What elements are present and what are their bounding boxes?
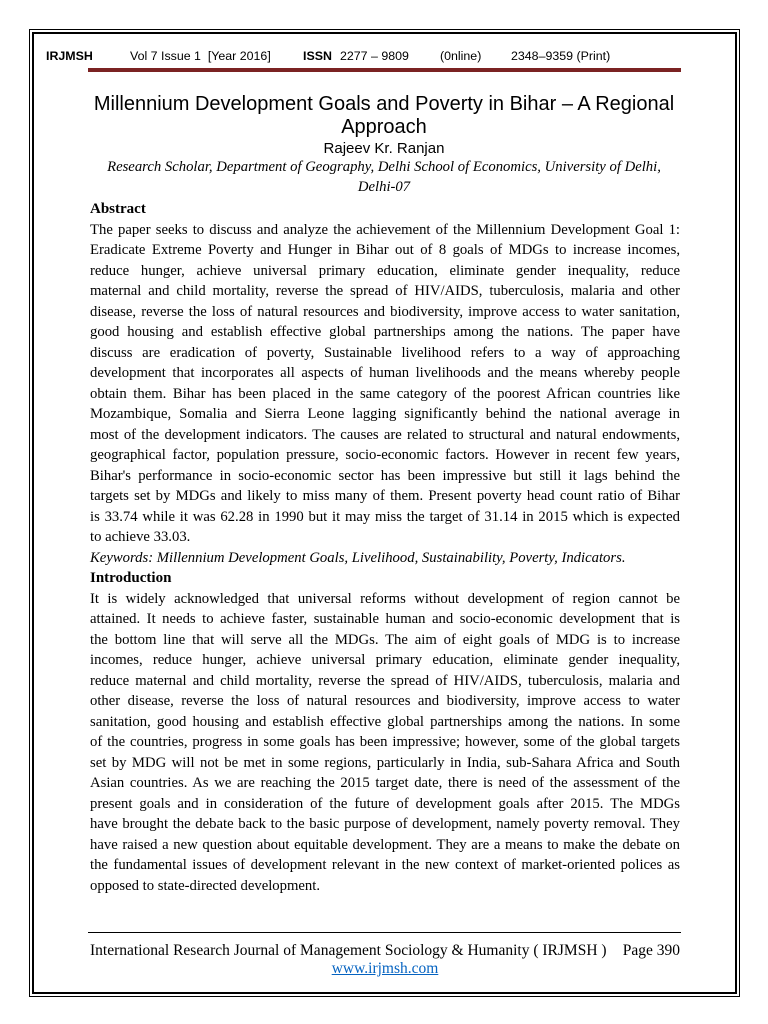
paper-title-block (60, 93, 708, 197)
introduction-line: the fundamental issues of development relevant in the new context of market-oriented polices as (90, 857, 680, 873)
introduction-line: sanitation, good housing and establish effective global partnerships among the nations. In some (90, 713, 680, 730)
abstract-line: targets set by MDGs and likely to miss many of them. Present poverty head count ratio of Bihar (90, 488, 680, 504)
issn-online: 2277 – 9809 (340, 49, 409, 63)
abstract-line: reduce hunger, achieve universal primary education, eliminate gender inequality, reduce (90, 262, 680, 279)
abstract-line: obtain them. Bihar has been placed in the same category of the poorest African countries like (90, 385, 680, 402)
abstract-line: Mozambique, Somalia and Sierra Leone lagging significantly behind the national average in (90, 406, 680, 422)
header-rule (88, 68, 681, 72)
introduction-line: incomes, reduce hunger, achieve universal primary education, eliminate gender inequality, (90, 652, 680, 668)
introduction-line: the bottom line that will serve all the MDGs. The aim of eight goals of MDG is to increase (90, 631, 680, 648)
introduction-heading: Introduction (90, 570, 172, 586)
paper-title-line: Millennium Development Goals and Poverty in Bihar – A Regional (93, 93, 675, 115)
abstract-line: to achieve 33.03. (90, 529, 191, 545)
abstract-line: most of the development indicators. The causes are related to structural and natural endowments, (90, 426, 680, 443)
abstract-line: is 33.74 while it was 62.28 in 1990 but it may miss the target of 31.14 in 2015 which is expected (90, 508, 680, 525)
abstract-line: The paper seeks to discuss and analyze the achievement of the Millennium Development Goal 1: (90, 221, 680, 238)
abstract-paragraph (90, 220, 680, 548)
footer-rule (88, 932, 681, 933)
introduction-line: It is widely acknowledged that universal reforms without development of region cannot be (90, 590, 680, 607)
introduction-line: Asian countries. As we are reaching the 2015 target date, there is need of the assessment of the (90, 775, 680, 791)
website-link[interactable]: www.irjmsh.com (331, 960, 439, 977)
keywords-text: Millennium Development Goals, Livelihood, Sustainability, Poverty, Indicators. (156, 549, 626, 566)
abstract-line: disease, reverse the loss of natural resources and biodiversity, improve access to water sanitation, (90, 303, 680, 320)
introduction-line: present goals and in consideration of the future of development goals after 2015. The MDGs (90, 795, 680, 812)
journal-abbreviation: IRJMSH (46, 49, 93, 63)
footer-website-row (90, 959, 680, 979)
abstract-line: good housing and establish effective global partnerships among the nations. The paper have (90, 324, 680, 340)
introduction-line: have brought the debate back to the basic purpose of development, namely poverty removal. They (90, 816, 680, 832)
introduction-line: reduce maternal and child mortality, reverse the spread of HIV/AIDS, tuberculosis, malaria and (90, 672, 680, 689)
keywords-line (90, 548, 680, 569)
introduction-line: of the countries, progress in some goals has been impressive; however, some of the global targets (90, 734, 680, 750)
author-name: Rajeev Kr. Ranjan (323, 140, 445, 157)
abstract-line: Bihar's performance in socio-economic sector has been impressive but still it lags behind the (90, 467, 680, 484)
introduction-line: opposed to state-directed development. (90, 877, 321, 894)
abstract-line: development that incorporates all aspects of human livelihoods and the means whereby people (90, 365, 680, 381)
abstract-line: discuss are eradication of poverty, Sustainable livelihood refers to a way of approaching (90, 344, 680, 361)
abstract-line: geographical factor, population pressure, socio-economic factors. However in recent few years, (90, 447, 680, 463)
abstract-line: maternal and child mortality, reverse the spread of HIV/AIDS, tuberculosis, malaria and other (90, 283, 680, 299)
paper-title-line: Approach (341, 116, 427, 138)
introduction-line: other disease, reverse the loss of natural resources and biodiversity, improve access to water (90, 693, 680, 709)
footer-journal-name: International Research Journal of Management Sociology & Humanity ( IRJMSH ) (90, 942, 607, 959)
volume-issue: Vol 7 Issue 1 [Year 2016] (130, 49, 271, 63)
introduction-paragraph (90, 589, 680, 897)
page-number: Page 390 (622, 942, 680, 959)
keywords-label: Keywords: (90, 549, 154, 566)
author-affiliation-line: Delhi-07 (357, 178, 411, 195)
abstract-line: Eradicate Extreme Poverty and Hunger in Bihar out of 8 goals of MDGs to increase incomes, (90, 242, 680, 258)
issn-print: 2348–9359 (Print) (511, 49, 611, 63)
author-affiliation-line: Research Scholar, Department of Geography, Delhi School of Economics, University of Delhi, (107, 159, 661, 175)
issn-label: ISSN (303, 49, 332, 63)
paper-body (90, 199, 680, 896)
abstract-heading: Abstract (90, 201, 146, 217)
introduction-line: attained. It needs to achieve faster, sustainable human and socio-economic development that is (90, 611, 680, 627)
introduction-line: have raised a new question about equitable development. They are a means to make the debate on (90, 836, 680, 853)
introduction-line: set by MDG will not be met in some regions, particularly in India, sub-Sahara Africa and South (90, 754, 680, 771)
page-footer (90, 941, 680, 961)
online-label: (0nline) (440, 49, 482, 63)
